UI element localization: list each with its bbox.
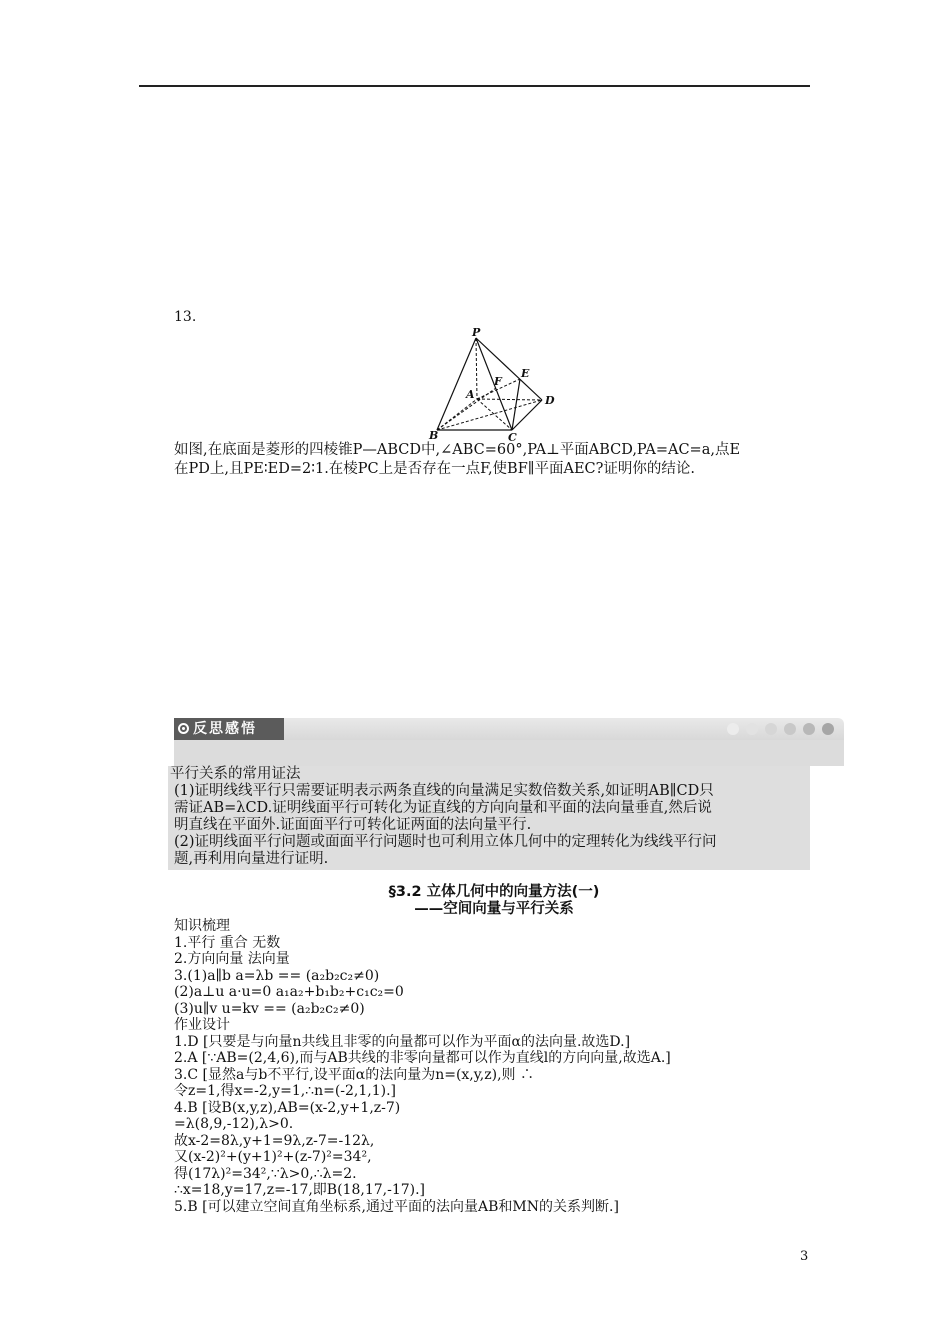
label-F: F [494, 375, 502, 388]
problem-line: 在PD上,且PE∶ED=2∶1.在棱PC上是否存在一点F,使BF∥平面AEC?证明你的结论. [174, 461, 696, 477]
answer-line: 又(x-2)²+(y+1)²+(z-7)²=34², [174, 1149, 372, 1165]
dot-icon [765, 723, 777, 735]
reflection-heading: 平行关系的常用证法 [170, 766, 301, 782]
pyramid-figure [420, 326, 570, 444]
reflection-tab [174, 718, 284, 740]
target-icon [178, 723, 189, 734]
reflection-tab-label: 反思感悟 [193, 721, 257, 737]
edge-PA [476, 338, 477, 399]
answer-line: ∴x=18,y=17,z=-17,即B(18,17,-17).] [174, 1182, 426, 1198]
dot-icon [822, 723, 834, 735]
decorative-dots [727, 723, 834, 735]
question-number: 13. [174, 309, 197, 325]
answer-line: 2.方向向量 法向量 [174, 951, 290, 967]
problem-text [174, 441, 824, 479]
label-C: C [508, 431, 517, 444]
label-E: E [521, 367, 530, 380]
edge-AD [477, 399, 542, 400]
answer-line: 1.D [只要是与向量n共线且非零的向量都可以作为平面α的法向量.故选D.] [174, 1033, 631, 1050]
edge-PB [437, 338, 476, 430]
section-heading [174, 884, 814, 918]
reflection-line: 需证AB=λCD.证明线面平行可转化为证直线的方向向量和平面的法向量垂直,然后说 [174, 800, 712, 816]
answer-line: (2)a⊥u a·u=0 a₁a₂+b₁b₂+c₁c₂=0 [174, 984, 404, 1000]
reflection-line: 明直线在平面外.证面面平行可转化证两面的法向量平行. [174, 817, 532, 833]
answer-line: 4.B [设B(x,y,z),AB=(x-2,y+1,z-7) [174, 1099, 401, 1116]
reflection-line: (2)证明线面平行问题或面面平行问题时也可利用立体几何中的定理转化为线线平行问 [174, 834, 717, 850]
reflection-line: (1)证明线线平行只需要证明表示两条直线的向量满足实数倍数关系,如证明AB∥CD只 [174, 783, 714, 799]
reflection-line: 题,再利用向量进行证明. [174, 851, 329, 867]
answer-line: 知识梳理 [174, 918, 230, 934]
answer-line: 作业设计 [174, 1017, 230, 1033]
segment-EC [512, 379, 520, 430]
reflection-body [168, 766, 810, 870]
label-P: P [472, 326, 481, 339]
segment-AC [477, 399, 512, 430]
answer-line: 3.C [显然a与b不平行,设平面α的法向量为n=(x,y,z),则 ∴ [174, 1066, 534, 1083]
answer-line: 令z=1,得x=-2,y=1,∴n=(-2,1,1).] [174, 1083, 397, 1099]
answer-line: 故x-2=8λ,y+1=9λ,z-7=-12λ, [174, 1132, 375, 1149]
label-D: D [545, 394, 555, 407]
answer-line: (3)u∥v u=kv == (a₂b₂c₂≠0) [174, 1000, 365, 1017]
answer-line: 1.平行 重合 无数 [174, 934, 281, 951]
label-A: A [466, 388, 475, 401]
dot-icon [784, 723, 796, 735]
answer-line: 2.A [∵AB=(2,4,6),而与AB共线的非零向量都可以作为直线l的方向向量,故选A.] [174, 1050, 671, 1066]
dot-icon [727, 723, 739, 735]
reflection-header [174, 718, 844, 740]
problem-line: 如图,在底面是菱形的四棱锥P—ABCD中,∠ABC=60°,PA⊥平面ABCD,PA=AC=a,点E [174, 442, 741, 458]
pyramid-diagram [420, 326, 570, 444]
answer-line: 5.B [可以建立空间直角坐标系,通过平面的法向量AB和MN的关系判断.] [174, 1198, 619, 1215]
section-title: §3.2 立体几何中的向量方法(一) [388, 884, 600, 900]
answer-line: 得(17λ)²=34²,∵λ>0,∴λ=2. [174, 1165, 357, 1182]
edge-PD [476, 338, 542, 400]
answer-line: =λ(8,9,-12),λ>0. [174, 1116, 294, 1132]
section-subtitle: ——空间向量与平行关系 [414, 901, 574, 917]
dot-icon [803, 723, 815, 735]
page-number: 3 [800, 1249, 809, 1264]
label-B: B [429, 429, 439, 442]
dot-icon [746, 723, 758, 735]
answer-line: 3.(1)a∥b a=λb == (a₂b₂c₂≠0) [174, 967, 380, 984]
answer-list [174, 918, 834, 1215]
header-rule [139, 85, 810, 87]
reflection-band [174, 740, 844, 766]
